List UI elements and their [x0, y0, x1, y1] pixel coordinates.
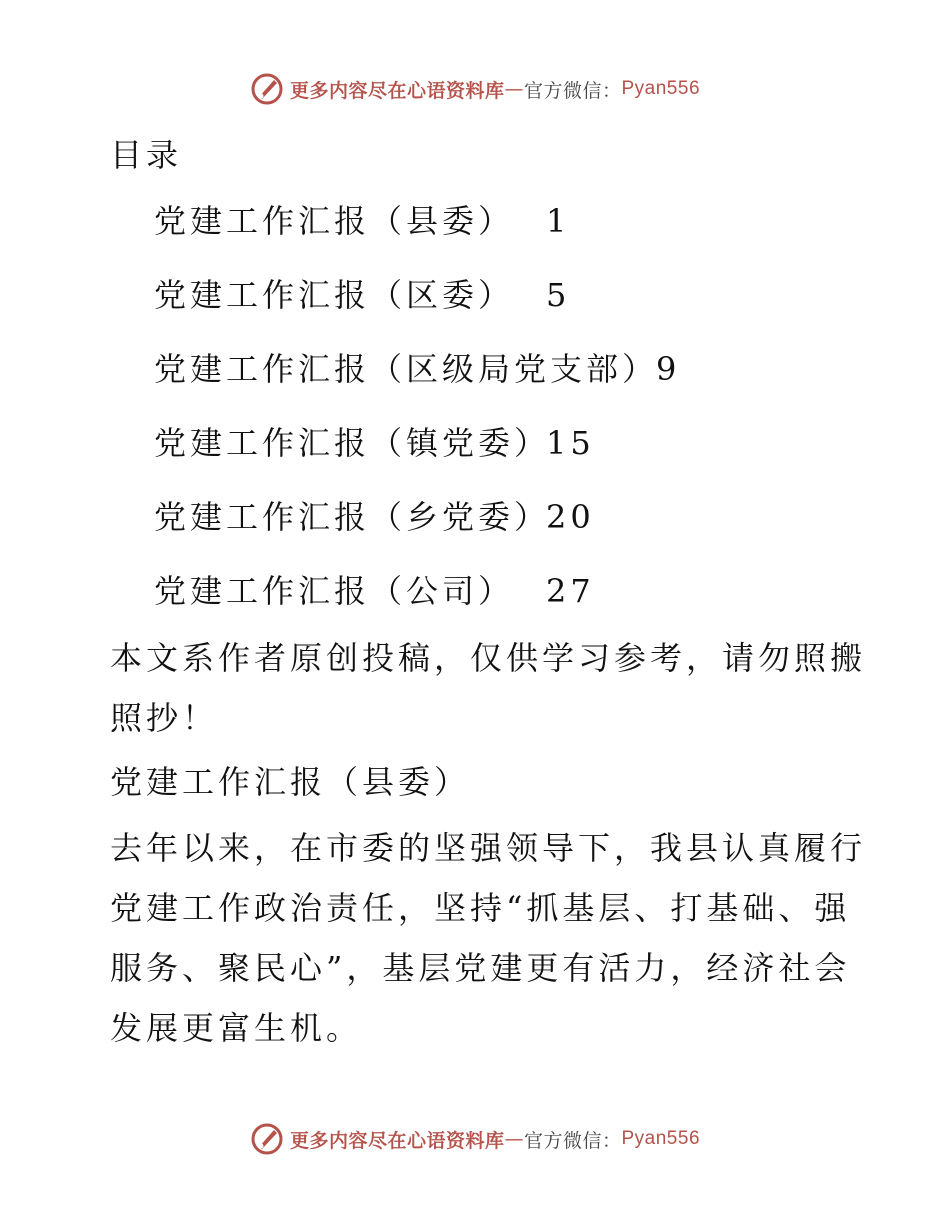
document-body	[98, 118, 867, 1058]
toc-item-label: 党建工作汇报（乡党委）	[154, 498, 551, 536]
toc-item-page: 20	[546, 498, 595, 536]
banner-wechat-id: Pyan556	[621, 78, 701, 99]
toc-item	[154, 258, 858, 332]
copyright-notice: 本文系作者原创投稿，仅供学习参考，请勿照搬照抄！	[110, 639, 867, 737]
banner-wechat-label: 官方微信：	[523, 79, 622, 102]
toc-item-label: 党建工作汇报（区委）	[154, 276, 515, 314]
toc-item-page: 27	[546, 572, 595, 610]
banner-wechat-label: 官方微信：	[523, 1129, 622, 1152]
toc-item-page: 1	[546, 202, 571, 240]
toc-item	[154, 480, 858, 554]
toc-title: 目录	[110, 136, 183, 174]
section-heading: 党建工作汇报（县委）	[110, 763, 471, 801]
banner-text: 更多内容尽在心语资料库	[289, 1129, 505, 1152]
quill-logo-icon	[250, 72, 284, 106]
banner-text: 更多内容尽在心语资料库	[289, 79, 505, 102]
toc-item	[154, 332, 858, 406]
toc-item	[154, 554, 858, 628]
quill-logo-icon	[250, 1122, 284, 1156]
toc-item-label: 党建工作汇报（县委）	[154, 202, 515, 240]
toc-item-page: 5	[546, 276, 571, 314]
footer-banner	[0, 1122, 950, 1156]
banner-dash: —	[504, 78, 524, 100]
toc-item-page: 9	[656, 350, 681, 388]
toc-item-label: 党建工作汇报（公司）	[154, 572, 515, 610]
toc-item	[154, 406, 858, 480]
banner-wechat-id: Pyan556	[621, 1128, 701, 1149]
toc-item-page: 15	[546, 424, 595, 462]
toc-item-label: 党建工作汇报（镇党委）	[154, 424, 551, 462]
toc-list	[98, 184, 858, 628]
header-banner	[0, 72, 950, 106]
toc-item	[154, 184, 858, 258]
section-paragraph: 去年以来，在市委的坚强领导下，我县认真履行党建工作政治责任，坚持“抓基层、打基础、强服务、聚民心”，基层党建更有活力，经济社会发展更富生机。	[110, 829, 867, 1047]
banner-dash: —	[504, 1128, 524, 1150]
toc-item-label: 党建工作汇报（区级局党支部）	[154, 350, 659, 388]
